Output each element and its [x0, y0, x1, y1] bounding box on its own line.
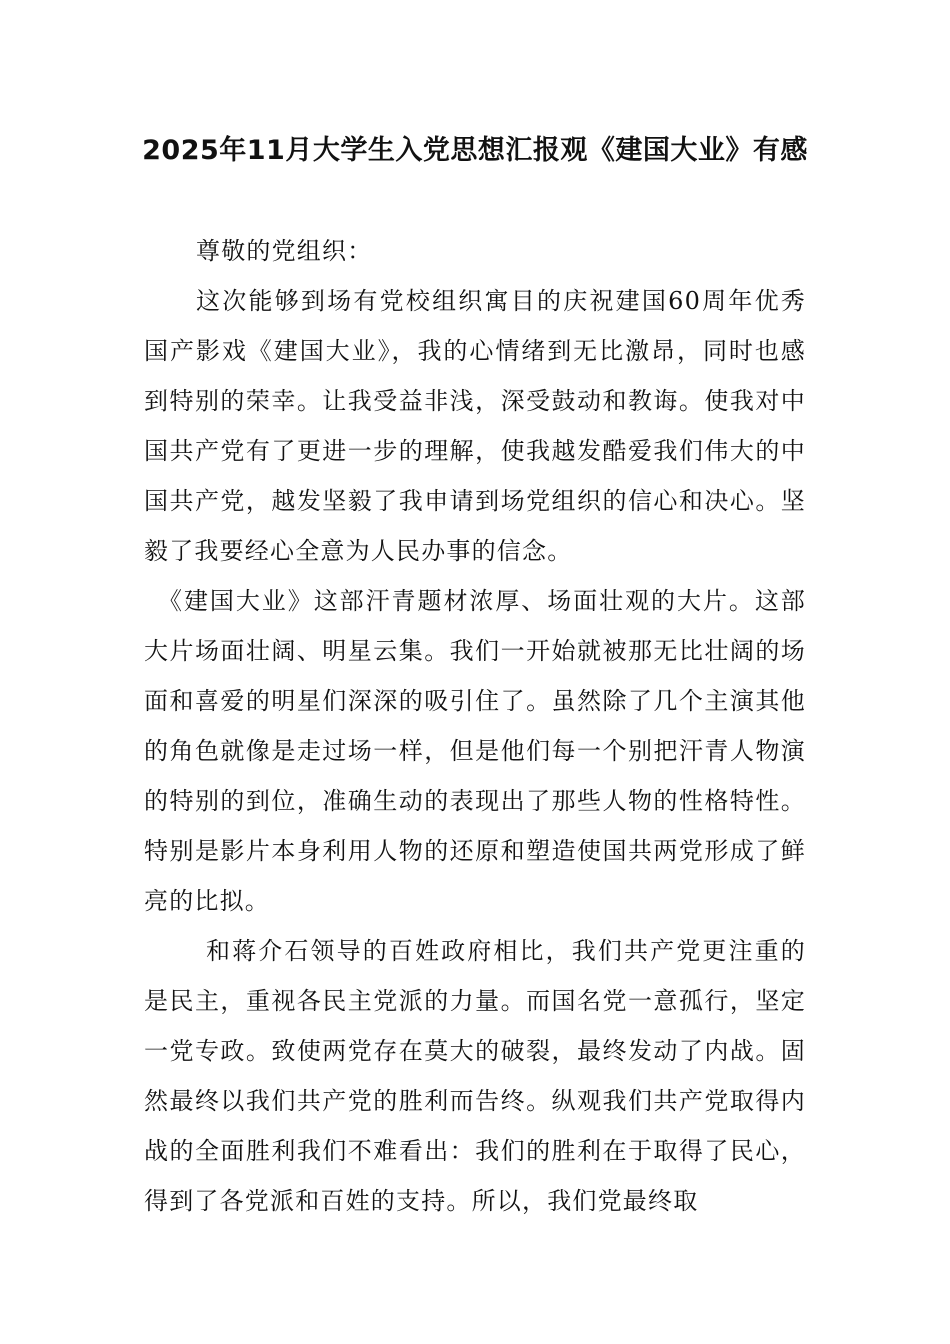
paragraph-2: 《建国大业》这部汗青题材浓厚、场面壮观的大片。这部大片场面壮阔、明星云集。我们一开始就被那无比壮阔的场面和喜爱的明星们深深的吸引住了。虽然除了几个主演其他的角色就像是走过场一样，但是他们每一个别把汗青人物演的特别的到位，准确生动的表现出了那些人物的性格特性。特别是影片本身利用人物的还原和塑造使国共两党形成了鲜亮的比拟。: [144, 587, 806, 915]
paragraph-3: 和蒋介石领导的百姓政府相比，我们共产党更注重的是民主，重视各民主党派的力量。而国名党一意孤行，坚定一党专政。致使两党存在莫大的破裂，最终发动了内战。固然最终以我们共产党的胜利而告终。纵观我们共产党取得内战的全面胜利我们不难看出：我们的胜利在于取得了民心，得到了各党派和百姓的支持。所以，我们党最终取: [144, 937, 806, 1215]
salutation: 尊敬的党组织：: [196, 237, 373, 265]
document-title: 2025年11月大学生入党思想汇报观《建国大业》有感: [142, 135, 808, 166]
paragraph-1: 这次能够到场有党校组织寓目的庆祝建国60周年优秀国产影戏《建国大业》，我的心情绪到无比激昂，同时也感到特别的荣幸。让我受益非浅，深受鼓动和教诲。使我对中国共产党有了更进一步的理解，使我越发酷爱我们伟大的中国共产党，越发坚毅了我申请到场党组织的信心和决心。坚毅了我要经心全意为人民办事的信念。: [144, 287, 806, 565]
